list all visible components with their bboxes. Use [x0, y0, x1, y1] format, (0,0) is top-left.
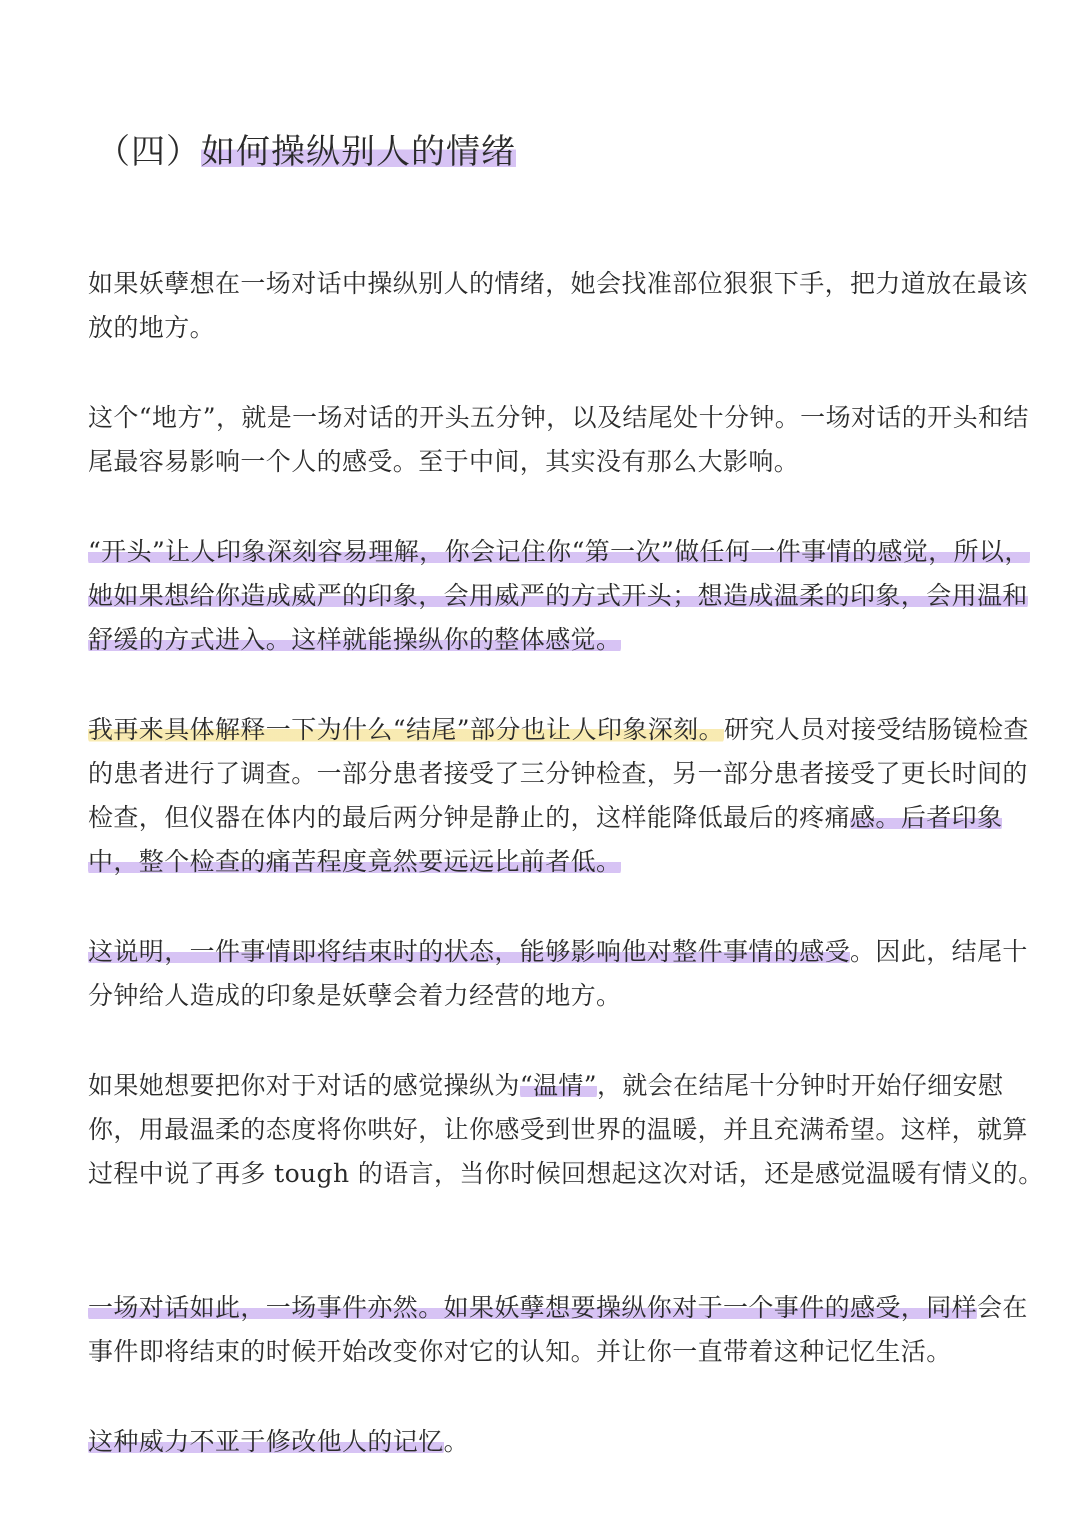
highlighted-text-purple: 一场对话如此，一场事件亦然。如果妖孽想要操纵你对于一个事件的感受，同样: [88, 1293, 978, 1322]
article-paragraph: [88, 262, 1046, 350]
highlighted-text-purple: “开头”让人印象深刻容易理解，你会记住你“第一次”做任何一件事情的感觉，所以，她如果想给你造成威严的印象，会用威严的方式开头；想造成温柔的印象，会用温和舒缓的方式进入。这样就能操纵你的整体感觉。: [88, 537, 1030, 654]
highlighted-text-purple: 这说明，一件事情即将结束时的状态，能够影响他对整件事情的感受: [88, 937, 851, 966]
paragraph-text: 会在事件即将结束的时候开始改变你对它的认知。并让你一直带着这种记忆生活。: [88, 1293, 1028, 1366]
article-paragraph: [88, 396, 1046, 484]
article-paragraph: [88, 1064, 1046, 1196]
paragraph-text: 这个“地方”，就是一场对话的开头五分钟，以及结尾处十分钟。一场对话的开头和结尾最容易影响一个人的感受。至于中间，其实没有那么大影响。: [88, 403, 1029, 476]
title-prefix: （四）: [96, 132, 201, 172]
article-title: [96, 126, 516, 178]
highlighted-text-purple: 感。后者印象中，整个检查的痛苦程度竟然要远远比前者低。: [88, 803, 1003, 876]
highlighted-text-purple: “温情”: [519, 1071, 597, 1100]
paragraph-text: 。因此，结尾十分钟给人造成的印象是妖孽会着力经营的地方。: [88, 937, 1028, 1010]
paragraph-text: 如果妖孽想在一场对话中操纵别人的情绪，她会找准部位狠狠下手，把力道放在最该放的地方。: [88, 269, 1028, 342]
article-paragraph: [88, 708, 1046, 884]
paragraph-text: 。: [443, 1427, 470, 1456]
paragraph-text: 研究人员对接受结肠镜检查的患者进行了调查。一部分患者接受了三分钟检查，另一部分患者接受了更长时间的检查，但仪器在体内的最后两分钟是静止的，这样能降低最后的疼痛: [88, 715, 1029, 832]
article-paragraph: [88, 1286, 1046, 1374]
paragraph-text: 如果她想要把你对于对话的感觉操纵为: [88, 1071, 520, 1100]
article-paragraph: [88, 930, 1046, 1018]
paragraph-text: ，就会在结尾十分钟时开始仔细安慰你，用最温柔的态度将你哄好，让你感受到世界的温暖，并且充满希望。这样，就算过程中说了再多 tough 的语言，当你时候回想起这次对话，还是感觉温暖有情义的。: [88, 1071, 1044, 1188]
highlighted-text-yellow: 我再来具体解释一下为什么“结尾”部分也让人印象深刻。: [88, 715, 724, 744]
highlighted-text-purple: 这种威力不亚于修改他人的记忆: [88, 1427, 444, 1456]
article-paragraph: [88, 1420, 1046, 1464]
title-highlighted-text: 如何操纵别人的情绪: [201, 132, 516, 172]
article-paragraph: [88, 530, 1046, 662]
